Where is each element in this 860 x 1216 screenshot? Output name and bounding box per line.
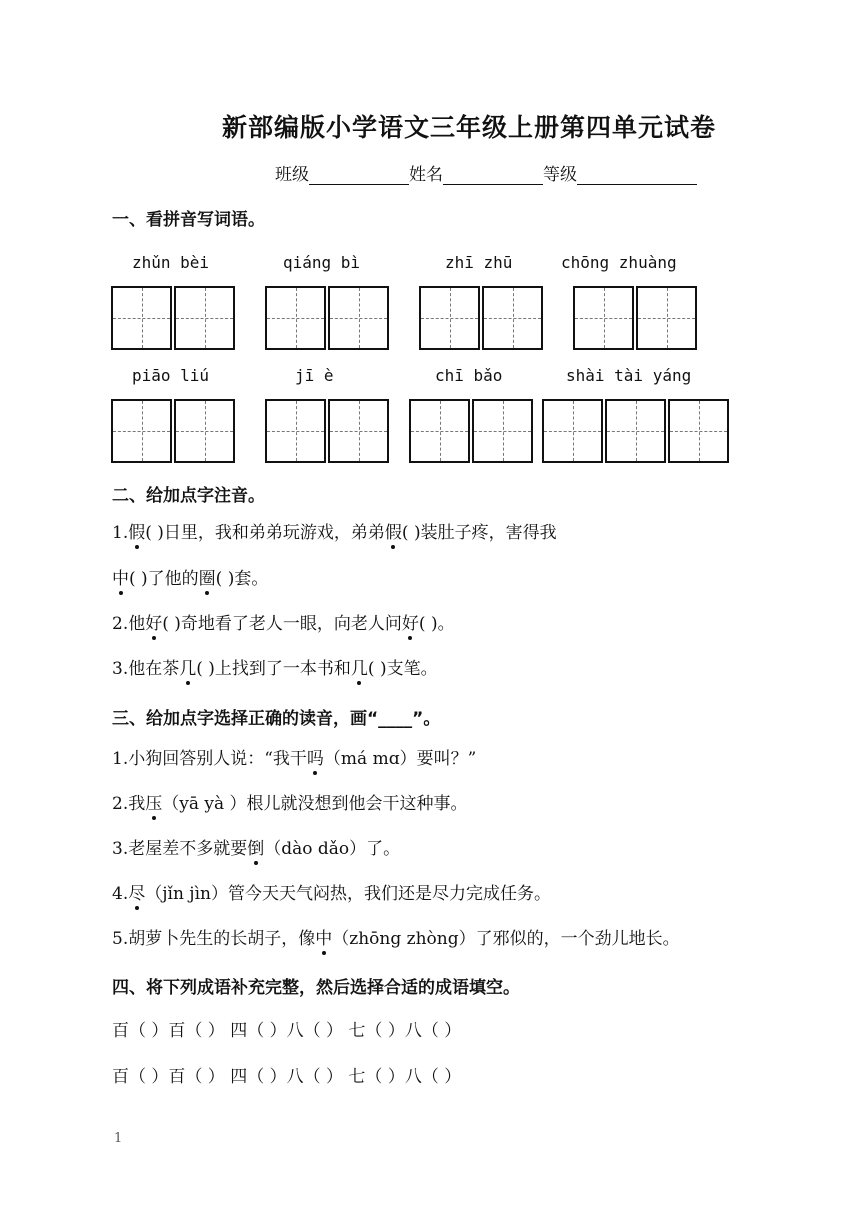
- idiom-row-1: 百（ ）百（ ） 四（ ）八（ ） 七（ ）八（ ）: [112, 1021, 462, 1041]
- writing-cell[interactable]: [573, 286, 634, 350]
- dotted-char: 倒: [247, 834, 264, 859]
- writing-cell[interactable]: [605, 399, 666, 463]
- writing-cell[interactable]: [419, 286, 480, 350]
- question-3-2: 2.我压（yā yà ）根儿就没想到他会干这种事。: [112, 789, 468, 814]
- writing-cell[interactable]: [111, 399, 172, 463]
- name-label: 姓名: [409, 165, 443, 185]
- pinyin-chibao: chī bǎo: [435, 366, 503, 385]
- section-2-heading: 二、给加点字注音。: [112, 486, 265, 506]
- writing-cell[interactable]: [482, 286, 543, 350]
- writing-cell[interactable]: [328, 286, 389, 350]
- dotted-char: 吗: [307, 744, 324, 769]
- name-blank[interactable]: [443, 166, 543, 185]
- dotted-char: 压: [145, 789, 162, 814]
- page-number: 1: [114, 1131, 123, 1146]
- writing-grid-7[interactable]: [409, 399, 533, 463]
- pinyin-piaoliu: piāo liú: [132, 366, 210, 385]
- writing-cell[interactable]: [636, 286, 697, 350]
- writing-cell[interactable]: [265, 399, 326, 463]
- pinyin-zhunbei: zhǔn bèi: [132, 253, 210, 272]
- dotted-char: 好: [402, 609, 419, 634]
- question-2-1-cont: 中( )了他的圈( )套。: [112, 564, 268, 589]
- writing-cell[interactable]: [265, 286, 326, 350]
- writing-grid-8[interactable]: [542, 399, 729, 463]
- class-blank[interactable]: [309, 166, 409, 185]
- dotted-char: 好: [145, 609, 162, 634]
- writing-cell[interactable]: [174, 399, 235, 463]
- dotted-char: 几: [351, 654, 368, 679]
- writing-grid-2[interactable]: [265, 286, 389, 350]
- pinyin-jie: jī è: [295, 366, 334, 385]
- pinyin-qiangbi: qiáng bì: [283, 253, 361, 272]
- page-title: 新部编版小学语文三年级上册第四单元试卷: [221, 113, 716, 142]
- dotted-char: 假: [385, 518, 402, 543]
- writing-cell[interactable]: [668, 399, 729, 463]
- writing-cell[interactable]: [472, 399, 533, 463]
- student-info: [275, 160, 697, 185]
- dotted-char: 圈: [199, 564, 216, 589]
- writing-cell[interactable]: [111, 286, 172, 350]
- writing-cell[interactable]: [328, 399, 389, 463]
- grade-blank[interactable]: [577, 166, 697, 185]
- question-3-5: 5.胡萝卜先生的长胡子，像中（zhōng zhòng）了邪似的，一个劲儿地长。: [112, 924, 680, 949]
- pinyin-chongzhuang: chōng zhuàng: [561, 253, 677, 272]
- question-2-1: 1.假( )日里，我和弟弟玩游戏，弟弟假( )装肚子疼，害得我: [112, 518, 557, 543]
- dotted-char: 假: [128, 518, 145, 543]
- dotted-char: 中: [315, 924, 332, 949]
- writing-grid-1[interactable]: [111, 286, 235, 350]
- section-4-heading: 四、将下列成语补充完整，然后选择合适的成语填空。: [112, 978, 520, 998]
- idiom-row-2: 百（ ）百（ ） 四（ ）八（ ） 七（ ）八（ ）: [112, 1067, 462, 1087]
- question-3-4: 4.尽（jǐn jìn）管今天天气闷热，我们还是尽力完成任务。: [112, 879, 551, 904]
- section-3-heading: 三、给加点字选择正确的读音，画“____”。: [112, 709, 441, 729]
- section-1-heading: 一、看拼音写词语。: [112, 210, 265, 230]
- pinyin-zhizhu: zhī zhū: [445, 253, 513, 272]
- question-2-3: 3.他在茶几( )上找到了一本书和几( )支笔。: [112, 654, 438, 679]
- writing-cell[interactable]: [174, 286, 235, 350]
- question-2-2: 2.他好( )奇地看了老人一眼，向老人问好( )。: [112, 609, 455, 634]
- grade-label: 等级: [543, 165, 577, 185]
- writing-grid-3[interactable]: [419, 286, 543, 350]
- writing-grid-5[interactable]: [111, 399, 235, 463]
- question-3-3: 3.老屋差不多就要倒（dào dǎo）了。: [112, 834, 400, 859]
- writing-grid-4[interactable]: [573, 286, 697, 350]
- dotted-char: 尽: [128, 879, 145, 904]
- dotted-char: 中: [112, 564, 129, 589]
- writing-cell[interactable]: [542, 399, 603, 463]
- class-label: 班级: [275, 165, 309, 185]
- question-3-1: 1.小狗回答别人说：“我干吗（má mɑ）要叫？”: [112, 744, 476, 769]
- writing-cell[interactable]: [409, 399, 470, 463]
- dotted-char: 几: [179, 654, 196, 679]
- pinyin-shaitaiyang: shài tài yáng: [566, 366, 692, 385]
- writing-grid-6[interactable]: [265, 399, 389, 463]
